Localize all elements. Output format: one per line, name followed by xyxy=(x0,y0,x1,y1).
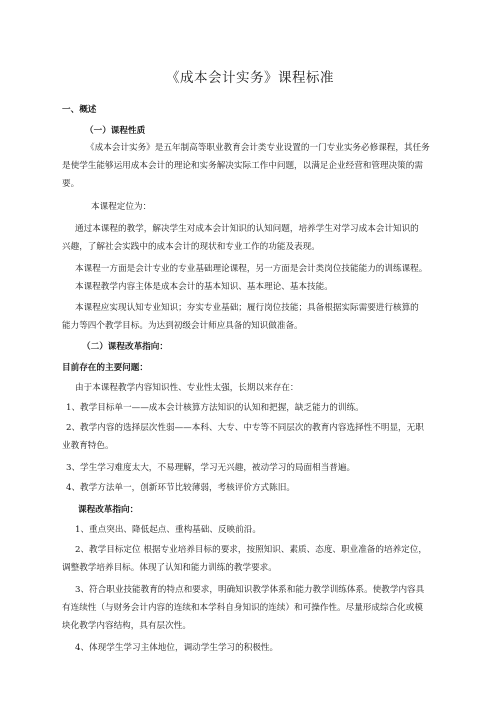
problem-item-4: 4、教学方法单一，创新环节比较薄弱，考核评价方式陈旧。 xyxy=(66,483,295,493)
heading-course-nature: （一）课程性质 xyxy=(85,126,146,136)
nature-paragraph-line-1: 《成本会计实务》是五年制高等职业教育会计类专业设置的一门专业实务必修课程，其任务 xyxy=(86,143,430,153)
problems-intro: 由于本课程教学内容知识性、专业性太强，长期以来存在： xyxy=(75,383,299,393)
direction-item-1: 1、重点突出、降低起点、重构基础、反映前沿。 xyxy=(75,525,261,535)
nature-paragraph-line-2: 是使学生能够运用成本会计的理论和实务解决实际工作中问题，以满足企业经营和管理决策的需 xyxy=(62,161,423,171)
direction-item-3-line-2: 有连续性（与财务会计内容的连续和本学科自身知识的连续）和可操作性。尽量形成综合化或模 xyxy=(62,603,423,613)
heading-reform-direction: 课程改革指向： xyxy=(78,505,139,515)
content-paragraph: 本课程教学内容主体是成本会计的基本知识、基本理论、基本技能。 xyxy=(75,282,333,292)
direction-item-3-line-3: 块化教学内容结构，具有层次性。 xyxy=(62,621,191,631)
problem-item-2-line-1: 2、教学内容的选择层次性弱——本科、大专、中专等不同层次的教育内容选择性不明显，无职 xyxy=(66,423,424,433)
problem-item-3: 3、学生学习难度太大，不易理解，学习无兴趣，被动学习的局面相当普遍。 xyxy=(66,463,356,473)
direction-item-2-line-1: 2、教学目标定位 根据专业培养目标的要求，按照知识、素质、态度、职业准备的培养定位， xyxy=(75,545,427,555)
positioning-line-1: 通过本课程的教学，解决学生对成本会计知识的认知问题，培养学生对学习成本会计知识的 xyxy=(75,224,419,234)
goal-paragraph-line-1: 本课程应实现认知专业知识；夯实专业基础；履行岗位技能；具备根据实际需要进行核算的 xyxy=(75,303,419,313)
dual-nature-paragraph: 本课程一方面是会计专业的专业基础理论课程，另一方面是会计类岗位技能能力的训练课程。 xyxy=(75,264,428,274)
problem-item-2-line-2: 业教育特色。 xyxy=(62,441,114,451)
document-title: 《成本会计实务》课程标准 xyxy=(166,70,334,86)
goal-paragraph-line-2: 能力等四个教学目标。为达到初级会计师应具备的知识做准备。 xyxy=(62,321,303,331)
heading-overview: 一、概述 xyxy=(62,105,97,115)
heading-course-reform: （二）课程改革指向： xyxy=(82,342,168,352)
heading-main-problems: 目前存在的主要问题： xyxy=(62,363,148,373)
direction-item-4: 4、体现学生学习主体地位，调动学生学习的积极性。 xyxy=(75,643,279,653)
direction-item-3-line-1: 3、符合职业技能教育的特点和要求，明确知识教学体系和能力教学训练体系。使教学内容具 xyxy=(75,585,425,595)
positioning-line-2: 兴趣，了解社会实践中的成本会计的现状和专业工作的功能及表现。 xyxy=(62,242,320,252)
nature-paragraph-line-3: 要。 xyxy=(62,179,80,189)
problem-item-1: 1、教学目标单一——成本会计核算方法知识的认知和把握，缺乏能力的训练。 xyxy=(66,403,364,413)
positioning-label: 本课程定位为： xyxy=(91,202,152,212)
direction-item-2-line-2: 调整教学培养目标。体现了认知和能力训练的教学要求。 xyxy=(62,563,277,573)
